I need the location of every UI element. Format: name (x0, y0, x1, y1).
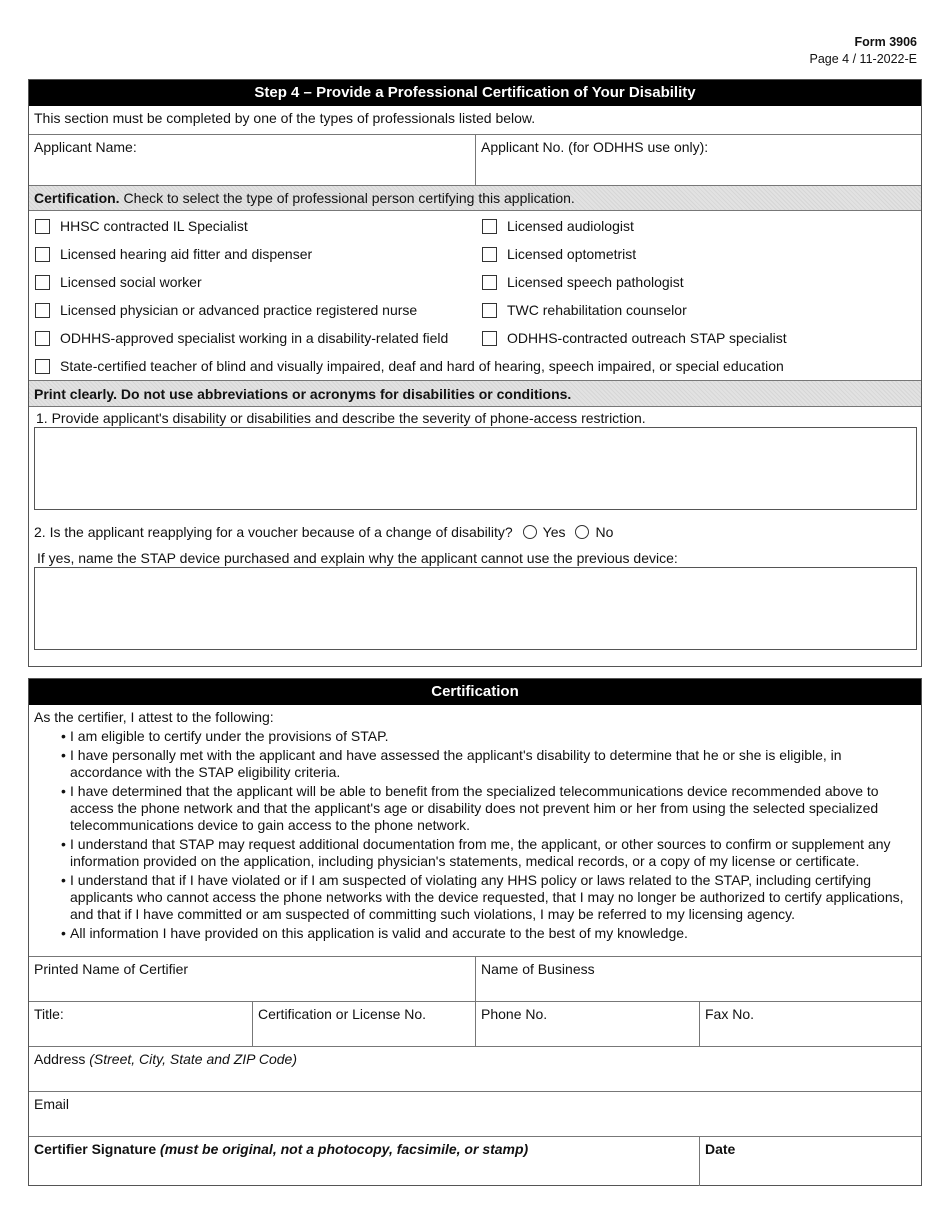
attest-item: • I have determined that the applicant will be able to benefit from the specialized telecommunications device recommended above to access the phone network and that the applicant's age or disability does not prevent him or her from using the selected specialized telecommunications device to gain access to the phone network. (61, 783, 879, 833)
question-2-followup: If yes, name the STAP device purchased and explain why the applicant cannot use the previous device: (37, 550, 678, 566)
radio-yes-label: Yes (542, 524, 566, 540)
question-1: 1. Provide applicant's disability or disabilities and describe the severity of phone-access restriction. (36, 410, 646, 426)
checkbox-label: HHSC contracted IL Specialist (60, 218, 248, 234)
radio-no[interactable] (575, 525, 589, 539)
checkbox-outreach-specialist[interactable] (482, 331, 497, 346)
step4-section (28, 79, 922, 667)
attest-item: • I am eligible to certify under the provisions of STAP. (61, 728, 389, 744)
date-field[interactable] (700, 1137, 921, 1186)
attest-item: • All information I have provided on this application is valid and accurate to the best of my knowledge. (61, 925, 688, 941)
fax-label: Fax No. (705, 1006, 755, 1022)
certification-instruction: Check to select the type of professional person certifying this application. (119, 190, 575, 206)
checkbox-row (29, 213, 921, 241)
checkbox-label: Licensed social worker (60, 274, 202, 290)
date-label: Date (705, 1141, 736, 1157)
checkbox-audiologist[interactable] (482, 219, 497, 234)
signature-row (29, 1136, 921, 1186)
certifier-name-row (29, 956, 921, 1001)
checkbox-physician-aprn[interactable] (35, 303, 50, 318)
checkbox-label: ODHHS-contracted outreach STAP specialist (507, 330, 787, 346)
license-number-field[interactable] (253, 1002, 475, 1046)
step4-title: Step 4 – Provide a Professional Certification of Your Disability (29, 80, 921, 106)
checkbox-optometrist[interactable] (482, 247, 497, 262)
question-2-line (34, 524, 613, 540)
checkbox-label: Licensed physician or advanced practice registered nurse (60, 302, 418, 318)
checkbox-label: Licensed hearing aid fitter and dispenser (60, 246, 313, 262)
fax-field[interactable] (700, 1002, 921, 1046)
checkbox-label: Licensed audiologist (507, 218, 634, 234)
certification-bold-label: Certification. (34, 190, 120, 206)
professional-checklist (29, 210, 921, 380)
checkbox-hearing-aid-fitter[interactable] (35, 247, 50, 262)
signature-hint: (must be original, not a photocopy, facsimile, or stamp) (160, 1141, 529, 1157)
license-number-label: Certification or License No. (258, 1006, 427, 1022)
checkbox-speech-pathologist[interactable] (482, 275, 497, 290)
checkbox-label: ODHHS-approved specialist working in a disability-related field (60, 330, 449, 346)
step4-intro: This section must be completed by one of the types of professionals listed below. (34, 110, 536, 126)
checkbox-twc-counselor[interactable] (482, 303, 497, 318)
disability-description-field[interactable] (34, 427, 917, 510)
print-clearly-note: Print clearly. Do not use abbreviations or acronyms for disabilities or conditions. (34, 386, 572, 402)
checkbox-hhsc-il-specialist[interactable] (35, 219, 50, 234)
radio-yes[interactable] (523, 525, 537, 539)
signature-field[interactable] (29, 1137, 699, 1186)
printed-name-field[interactable] (29, 957, 475, 1001)
email-label: Email (34, 1096, 70, 1112)
applicant-row (29, 134, 921, 185)
form-number: Form 3906 (854, 35, 917, 49)
phone-field[interactable] (476, 1002, 699, 1046)
disability-questions (29, 406, 921, 640)
checkbox-row (29, 241, 921, 269)
checkbox-label: Licensed optometrist (507, 246, 637, 262)
page-info: Page 4 / 11-2022-E (809, 52, 917, 66)
checkbox-social-worker[interactable] (35, 275, 50, 290)
business-name-field[interactable] (476, 957, 921, 1001)
print-clearly-header (29, 380, 921, 406)
address-field[interactable] (29, 1046, 921, 1091)
title-field[interactable] (29, 1002, 252, 1046)
certifier-details-row (29, 1001, 921, 1046)
certification-title: Certification (29, 679, 921, 705)
checkbox-row (29, 297, 921, 325)
checkbox-odhhs-specialist[interactable] (35, 331, 50, 346)
certification-section (28, 678, 922, 1186)
attest-intro: As the certifier, I attest to the following: (34, 709, 274, 725)
checkbox-label: State-certified teacher of blind and visually impaired, deaf and hard of hearing, speech impaired, or special education (60, 358, 784, 374)
radio-no-label: No (595, 524, 614, 540)
checkbox-row (29, 325, 921, 353)
checkbox-state-certified-teacher[interactable] (35, 359, 50, 374)
phone-label: Phone No. (481, 1006, 548, 1022)
applicant-number-label: Applicant No. (for ODHHS use only): (481, 139, 709, 155)
step4-intro-row (29, 106, 921, 134)
email-field[interactable] (29, 1091, 921, 1136)
address-hint: (Street, City, State and ZIP Code) (89, 1051, 298, 1067)
printed-name-label: Printed Name of Certifier (34, 961, 189, 977)
business-name-label: Name of Business (481, 961, 595, 977)
checkbox-label: Licensed speech pathologist (507, 274, 684, 290)
certification-type-header (29, 185, 921, 210)
attest-item: • I have personally met with the applicant and have assessed the applicant's disability to determine that he or she is eligible, in accordance with the STAP eligibility criteria. (61, 747, 842, 780)
attestation (29, 705, 921, 956)
checkbox-label: TWC rehabilitation counselor (507, 302, 687, 318)
attest-item: • I understand that STAP may request additional documentation from me, the applicant, or other sources to confirm or supplement any information provided on the application, including physician's statements, medical records, or a copy of my license or certificate. (61, 836, 891, 869)
checkbox-row (29, 269, 921, 297)
previous-device-field[interactable] (34, 567, 917, 650)
attest-list (29, 728, 921, 942)
address-label: Address (34, 1051, 86, 1067)
checkbox-row (29, 353, 921, 381)
applicant-name-label: Applicant Name: (34, 139, 137, 155)
applicant-name-cell[interactable] (29, 135, 475, 185)
question-2: 2. Is the applicant reapplying for a voucher because of a change of disability? (34, 524, 513, 540)
signature-label: Certifier Signature (34, 1141, 157, 1157)
applicant-number-cell[interactable] (476, 135, 921, 185)
attest-item: • I understand that if I have violated or if I am suspected of violating any HHS policy or laws related to the STAP, including certifying applicants who cannot access the phone networks with the device requested, that I may no longer be authorized to certify applications, and that if I have committed or am suspected of committing such violations, I may be referred to my licensing agency. (61, 872, 904, 922)
title-label: Title: (34, 1006, 64, 1022)
